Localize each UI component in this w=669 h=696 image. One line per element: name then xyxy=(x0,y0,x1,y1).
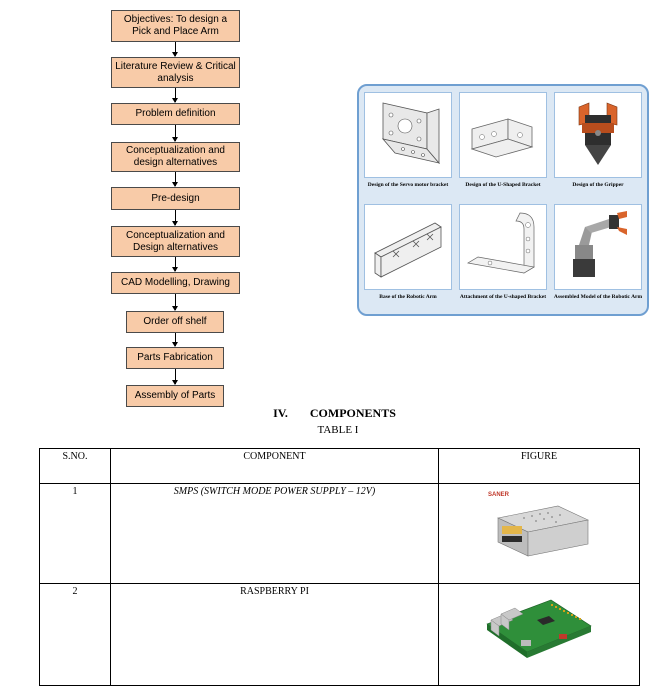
section-heading xyxy=(0,406,669,421)
u-attachment-image xyxy=(459,204,547,290)
header-component: COMPONENT xyxy=(111,449,439,484)
design-cell-servo-bracket xyxy=(362,92,454,189)
flow-step-pre-design: Pre-design xyxy=(111,187,240,210)
flow-step-conceptualization-1: Conceptualization and design alternatives xyxy=(111,142,240,172)
flow-step-parts-fabrication: Parts Fabrication xyxy=(126,347,224,369)
flow-arrow xyxy=(175,210,176,225)
cell-component: RASPBERRY PI xyxy=(111,584,439,686)
table-header-row xyxy=(40,449,640,484)
cell-component: SMPS (SWITCH MODE POWER SUPPLY – 12V) xyxy=(111,484,439,584)
section-number: IV. xyxy=(273,406,288,420)
cell-figure xyxy=(439,584,640,686)
base-image xyxy=(364,204,452,290)
flow-step-problem-definition: Problem definition xyxy=(111,103,240,125)
raspberry-pi-image xyxy=(481,586,597,668)
flow-arrow xyxy=(175,294,176,310)
components-table xyxy=(39,448,640,686)
flow-arrow xyxy=(175,125,176,141)
flow-step-cad-modelling: CAD Modelling, Drawing xyxy=(111,272,240,294)
flow-step-literature-review: Literature Review & Critical analysis xyxy=(111,57,240,88)
smps-image xyxy=(484,486,594,564)
flow-arrow xyxy=(175,88,176,102)
smps-brand-label: SANER xyxy=(488,492,510,498)
design-cell-u-attachment xyxy=(457,204,549,301)
flow-arrow xyxy=(175,333,176,346)
header-figure: FIGURE xyxy=(439,449,640,484)
flow-step-objectives: Objectives: To design a Pick and Place Arm xyxy=(111,10,240,42)
design-cell-u-bracket xyxy=(457,92,549,189)
caption-base: Base of the Robotic Arm xyxy=(379,294,437,300)
design-cell-gripper xyxy=(552,92,644,189)
flow-step-assembly: Assembly of Parts xyxy=(126,385,224,407)
section-title: COMPONENTS xyxy=(309,406,396,420)
design-cell-base xyxy=(362,204,454,301)
u-bracket-image xyxy=(459,92,547,178)
cell-figure xyxy=(439,484,640,584)
table-row xyxy=(40,484,640,584)
flow-step-order-off-shelf: Order off shelf xyxy=(126,311,224,333)
cell-sno: 2 xyxy=(40,584,111,686)
table-row xyxy=(40,584,640,686)
gripper-image xyxy=(554,92,642,178)
caption-servo-bracket: Design of the Servo motor bracket xyxy=(367,182,449,188)
caption-u-attachment: Attachment of the U-shaped Bracket xyxy=(459,294,547,300)
flow-arrow xyxy=(175,42,176,56)
servo-bracket-image xyxy=(364,92,452,178)
flow-arrow xyxy=(175,369,176,384)
caption-gripper: Design of the Gripper xyxy=(572,182,624,188)
design-cell-assembled-arm xyxy=(552,204,644,301)
caption-assembled-arm: Assembled Model of the Robotic Arm xyxy=(553,294,643,300)
flow-arrow xyxy=(175,257,176,271)
table-caption: TABLE I xyxy=(317,424,359,436)
flow-step-conceptualization-2: Conceptualization and Design alternatives xyxy=(111,226,240,257)
caption-u-bracket: Design of the U-Shaped Bracket xyxy=(465,182,541,188)
assembled-arm-image xyxy=(554,204,642,290)
design-figure-panel xyxy=(357,84,649,316)
cell-sno: 1 xyxy=(40,484,111,584)
header-sno: S.NO. xyxy=(40,449,111,484)
flow-arrow xyxy=(175,172,176,186)
